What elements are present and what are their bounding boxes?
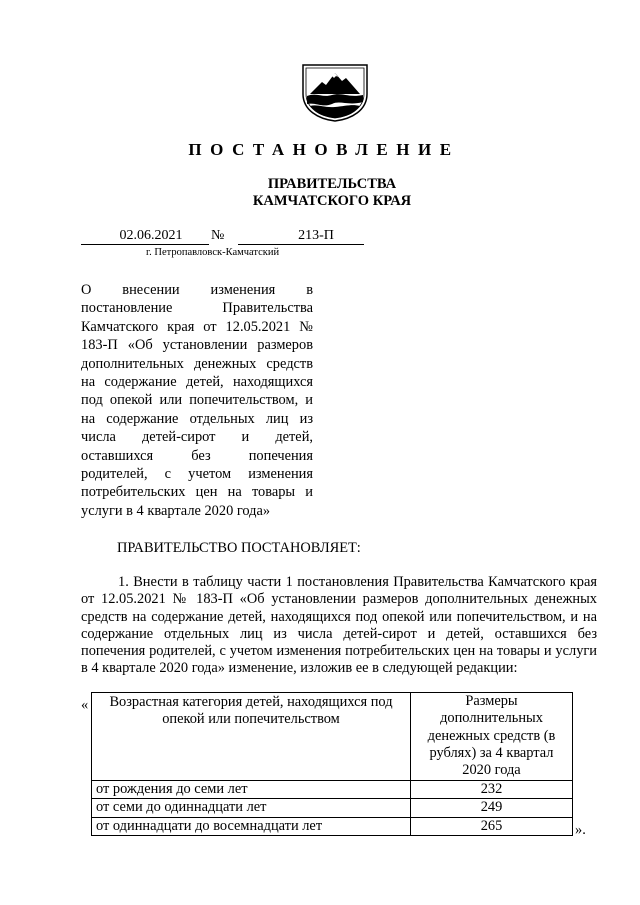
row-category: от рождения до семи лет	[92, 781, 411, 799]
row-category: от семи до одиннадцати лет	[92, 799, 411, 817]
table-header-row	[92, 693, 573, 781]
city-label: г. Петропавловск-Камчатский	[146, 247, 280, 258]
allowance-table	[91, 692, 573, 836]
header-category: Возрастная категория детей, находящихся под опекой или попечительством	[92, 693, 411, 781]
paragraph-1: 1. Внести в таблицу части 1 постановления Правительства Камчатского края от 12.05.2021 № 183-П «Об установлении размеров дополнительных денежных средств на содержание детей, находящихся под опекой или попечительством, и на содержание отдельных лиц из числа детей-сирот и детей, оставшихся без попечения родителей, с учетом изменения потребительских цен на товары и услуги в 4 квартале 2020 года» изменение, изложив ее в следующей редакции:	[81, 574, 597, 677]
number-sign: №	[211, 228, 225, 243]
document-number: 213-П	[238, 228, 364, 245]
table-row	[92, 781, 573, 799]
table-close-quote: ».	[575, 822, 586, 838]
kamchatka-emblem-icon	[302, 64, 368, 122]
issuer-line-1: ПРАВИТЕЛЬСТВА	[267, 176, 397, 192]
row-amount: 232	[411, 781, 573, 799]
preamble: ПРАВИТЕЛЬСТВО ПОСТАНОВЛЯЕТ:	[117, 540, 361, 556]
document-subject: О внесении изменения в постановление Правительства Камчатского края от 12.05.2021 № 183-П «Об установлении размеров дополнительных денежных средств на содержание детей, находящихся под опекой или попечительством, и на содержание отдельных лиц из числа детей-сирот и детей, оставшихся без попечения родителей, с учетом изменения потребительских цен на товары и услуги в 4 квартале 2020 года»	[81, 282, 313, 519]
row-category: от одиннадцати до восемнадцати лет	[92, 817, 411, 835]
table-open-quote: «	[81, 697, 89, 713]
document-date: 02.06.2021	[81, 228, 209, 245]
header-amount: Размеры дополнительных денежных средств (в рублях) за 4 квартал 2020 года	[411, 693, 573, 781]
table-row	[92, 799, 573, 817]
document-type-title: ПОСТАНОВЛЕНИЕ	[188, 140, 460, 159]
table-row	[92, 817, 573, 835]
issuer-line-2: КАМЧАТСКОГО КРАЯ	[252, 193, 412, 209]
row-amount: 249	[411, 799, 573, 817]
row-amount: 265	[411, 817, 573, 835]
